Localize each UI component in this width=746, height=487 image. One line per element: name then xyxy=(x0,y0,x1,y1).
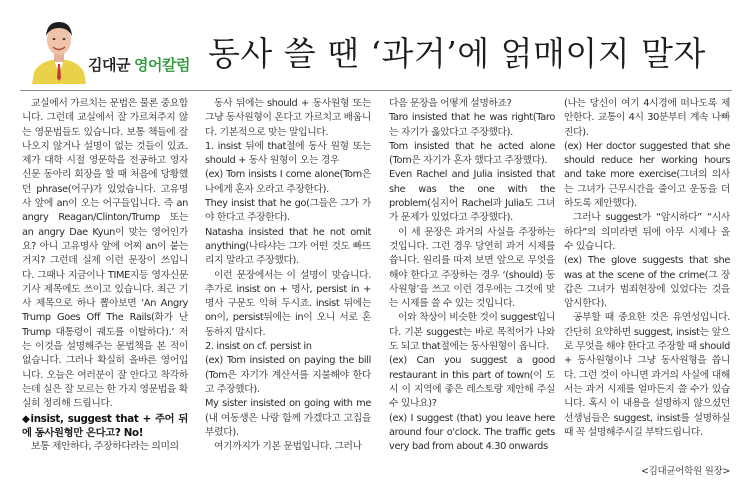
paragraph: 이 세 문장은 과거의 사실을 주장하는 것입니다. 그런 경우 당연히 과거 시제를 씁니다. 원리를 따져 보면 앞으로 무엇을 해야 한다고 주장하는 경우 ‘(should) 동사원형’을 쓰고 이런 경우에는 그것에 맞는 시제를 쓸 수 있는 것입니다. xyxy=(389,226,555,310)
article-column-4 xyxy=(564,97,730,477)
example-line: (나는 당신이 여기 4시경에 떠나도록 제안한다. 교통이 4시 30분부터 계속 나빠진다). xyxy=(564,98,730,138)
paragraph: 그러나 suggest가 “암시하다” “시사하다”의 의미라면 뒤에 아무 시제나 올 수 있습니다. xyxy=(564,212,730,252)
section-heading: ◆insist, suggest that + 주어 뒤에 동사원형만 온다고? No! xyxy=(22,412,188,439)
example-line: (ex) I suggest (that) you leave here around four o'clock. The traffic gets very bad from about 4.30 onwards xyxy=(389,412,555,453)
example-line: Even Rachel and Julia insisted that she was the one with the problem(심지어 Rachel과 Julia도 그녀가 문제가 있었다고 주장했다). xyxy=(389,169,555,224)
byline xyxy=(88,54,190,75)
example-line: Natasha insisted that he not omit anything(나타샤는 그가 어떤 것도 빠뜨리지 말라고 주장했다). xyxy=(205,226,371,267)
example-line: (ex) Tom insists I come alone(Tom은 나에게 혼자 오라고 주장한다). xyxy=(205,169,371,195)
article-column-3 xyxy=(389,97,555,477)
author-name: 김대균 xyxy=(88,56,130,74)
example-line: (ex) The glove suggests that she was at the scene of the crime(그 장갑은 그녀가 범죄현장에 있었다는 것을 암시한다). xyxy=(564,255,730,310)
headline: 동사 쓸 땐 ‘과거’에 얽매이지 말자 xyxy=(208,34,706,73)
paragraph: 보통 제안하다, 주장하다라는 의미의 xyxy=(31,441,179,453)
example-line: Tom insisted that he acted alone (Tom은 자기가 혼자 했다고 주장했다). xyxy=(389,140,555,167)
paragraph: 공부할 때 중요한 것은 유연성입니다. 간단히 요약하면 suggest, insist는 앞으로 무엇을 해야 한다고 주장할 때 should + 동사원형이나 그냥 동사원형을 씁니다. 그런 것이 아니면 과거의 사실에 대해서는 과거 시제를 얼마든지 쓸 수가 있습니다. 혹시 이 내용을 설명하지 않으셨던 선생님들은 suggest, insist를 설명하실 때 꼭 설명해주시길 부탁드립니다. xyxy=(564,312,730,438)
author-photo xyxy=(30,14,88,84)
example-line: (ex) Can you suggest a good restaurant in this part of town(이 도시 이 지역에 좋은 레스토랑 제안해 주실 수 있나요)? xyxy=(389,355,555,410)
author-credit: <김대균어학원 원장> xyxy=(640,466,730,477)
example-line: 1. insist 뒤에 that절에 동사 원형 또는 should + 동사 원형이 오는 경우 xyxy=(205,140,371,167)
column-header xyxy=(0,0,746,92)
paragraph: 이와 착상이 비슷한 것이 suggest입니다. 기본 suggest는 바로 목적어가 나와도 되고 that절에는 동사원형이 옵니다. xyxy=(389,312,555,353)
example-line: 2. insist on cf. persist in xyxy=(205,341,312,353)
article-body xyxy=(22,97,730,477)
article-column-2 xyxy=(205,97,371,477)
example-line: 다음 문장을 어떻게 설명하죠? xyxy=(389,98,512,109)
paragraph: 동사 뒤에는 should + 동사원형 또는 그냥 동사원형이 온다고 가르치고 배웁니다. 기본적으로 맞는 말입니다. xyxy=(205,98,371,138)
example-line: They insist that he go(그들은 그가 가야 한다고 주장한다). xyxy=(205,198,371,224)
header-divider xyxy=(20,90,732,91)
example-line: Taro insisted that he was right(Taro는 자기가 옳았다고 주장했다). xyxy=(389,112,555,138)
article-column-1 xyxy=(22,97,188,477)
paragraph: 교실에서 가르치는 문법은 물론 중요합니다. 그런데 교실에서 잘 가르쳐주지 않는 영문법들도 있습니다. 보통 책들에 잘 나오지 않거나 설명이 없는 것들이 있죠. 제가 대학 시절 영문학을 전공하고 영자신문 동아리 회장을 할 때 처음에 당황했던 phrase(어구)가 있었습니다. 고유명사 앞에 an이 오는 어구들입니다. 즉 an angry Reagan/Clinton/Trump 또는 an angry Dae Kyun이 맞는 영어인가요? 아니 고유명사 앞에 어찌 an이 붙는 거지? 그런데 실제 이런 문장이 쓰입니다. 그때나 지금이나 TIME지등 영자신문 기사 제목에도 쓰이고 있습니다. 최근 기사 제목으로 하나 뽑아보면 ‘An Angry Trump Goes Off The Rails(화가 난 Trump 대통령이 궤도를 이탈하다).’ 저는 이것을 설명해주는 문법책을 본 적이 없습니다. 그러나 확실히 올바른 영어입니다. 오늘은 여러분이 잘 안다고 착각하는데 실은 잘 모르는 한 가지 영문법을 확실히 정리해 드립니다. xyxy=(22,98,188,410)
paragraph: 여기까지가 기본 문법입니다. 그러나 xyxy=(214,441,362,453)
example-line: (ex) Her doctor suggested that she should reduce her working hours and take more exercise(그녀의 의사는 그녀가 근무시간을 줄이고 운동을 더 하도록 제안했다). xyxy=(564,140,730,210)
column-label: 영어칼럼 xyxy=(133,56,190,74)
example-line: My sister insisted on going with me (내 여동생은 나랑 함께 가겠다고 고집을 부렸다). xyxy=(205,398,371,438)
paragraph: 이런 문장에서는 이 설명이 맞습니다. 추가로 insist on + 명사, persist in + 명사 구문도 익혀 두시죠. insist 뒤에는 on이, persist뒤에는 in이 오니 서로 혼동하지 맙시다. xyxy=(205,269,371,338)
example-line: (ex) Tom insisted on paying the bill (Tom은 자기가 계산서를 지불해야 한다고 주장했다). xyxy=(205,355,371,395)
